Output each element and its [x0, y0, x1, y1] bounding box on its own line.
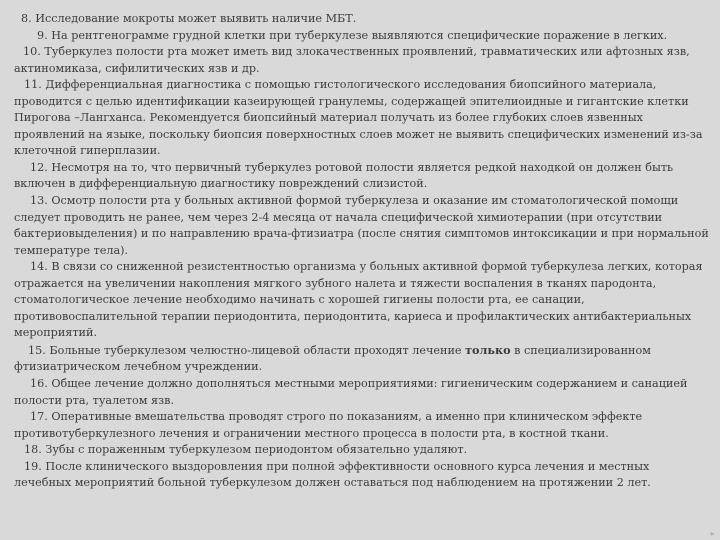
- item-text: Зубы с пораженным туберкулезом периодонтом обязательно удаляют.: [45, 443, 468, 457]
- list-item: [14, 442, 710, 459]
- item-number: 16.: [30, 377, 48, 391]
- item-number: 9.: [37, 28, 48, 42]
- item-text: В связи со сниженной резистентностью организма у больных активной формой туберкулеза легких, которая отражается на увеличении накопления мягкого зубного налета и тяжести воспаления в тканях пародонта, стоматологическое лечение необходимо начинать с хорошей гигиены полости рта, ее санации, противовоспалительной терапии периодонтита, периодонтита, кариеса и профилактических антибактериальных мероприятий.: [14, 260, 703, 340]
- item-text: После клинического выздоровления при полной эффективности основного курса лечения и местных лечебных мероприятий больной туберкулезом должен оставаться под наблюдением на протяжении 2 лет.: [14, 459, 651, 490]
- item-text: Осмотр полости рта у больных активной формой туберкулеза и оказание им стоматологической помощи следует проводить не ранее, чем через 2-4 месяца от начала специфической химиотерапии (при отсутствии бактериовыделения) и по направлению врача-фтизиатра (после снятия симптомов интоксикации и при нормальной температуре тела).: [14, 194, 709, 257]
- emphasis-text: только: [465, 342, 511, 357]
- slide-nav-icon[interactable]: ▸: [710, 529, 715, 538]
- item-text: Дифференциальная диагностика с помощью гистологического исследования биопсийного материала, проводится с целью идентификации казеирующей гранулемы, содержащей эпителиоидные и гигантские клетки Пирогова –Лангханса. Рекомендуется биопсийный материал получать из более глубоких слоев язвенных проявлений на языке, поскольку биопсия поверхностных слоев может не выявить специфических изменений из-за клеточной гиперплазии.: [14, 78, 703, 158]
- item-number: 17.: [30, 410, 48, 424]
- list-item: [14, 342, 710, 376]
- item-text: в специализированном фтизиатрическом лечебном учреждении.: [14, 343, 651, 374]
- list-item: [14, 376, 710, 409]
- list-item: [14, 160, 710, 193]
- item-number: 18.: [24, 443, 42, 457]
- list-item: [14, 459, 710, 492]
- list-item: [14, 193, 710, 259]
- item-number: 14.: [30, 260, 48, 274]
- item-number: 15.: [28, 343, 46, 357]
- item-text: Больные туберкулезом челюстно-лицевой области проходят лечение: [49, 343, 466, 357]
- item-number: 8.: [21, 12, 32, 25]
- list-item: [14, 259, 710, 342]
- list-item: [14, 28, 710, 45]
- item-number: 11.: [24, 78, 42, 92]
- item-text: На рентгенограмме грудной клетки при туберкулезе выявляются специфические поражение в легких.: [51, 28, 668, 42]
- list-item: [14, 77, 710, 160]
- item-text: Туберкулез полости рта может иметь вид злокачественных проявлений, травматических или афтозных язв, актиномиказа, сифилитических язв и др.: [14, 45, 690, 75]
- list-item: [14, 11, 710, 28]
- item-text: Исследование мокроты может выявить наличие МБТ.: [35, 12, 357, 25]
- list-item: [14, 409, 710, 442]
- item-number: 10.: [23, 45, 41, 59]
- item-text: Несмотря на то, что первичный туберкулез ротовой полости является редкой находкой он должен быть включен в дифференциальную диагностику повреждений слизистой.: [14, 160, 674, 191]
- item-number: 12.: [30, 160, 48, 174]
- item-number: 13.: [30, 194, 48, 208]
- item-text: Общее лечение должно дополняться местными мероприятиями: гигиеническим содержанием и санацией полости рта, туалетом язв.: [14, 377, 688, 407]
- text-body: [14, 11, 710, 492]
- list-item: [14, 44, 710, 77]
- item-text: Оперативные вмешательства проводят строго по показаниям, а именно при клиническом эффекте противотуберкулезного лечения и ограничении местного процесса в полости рта, в костной ткани.: [14, 410, 643, 440]
- item-number: 19.: [24, 459, 42, 473]
